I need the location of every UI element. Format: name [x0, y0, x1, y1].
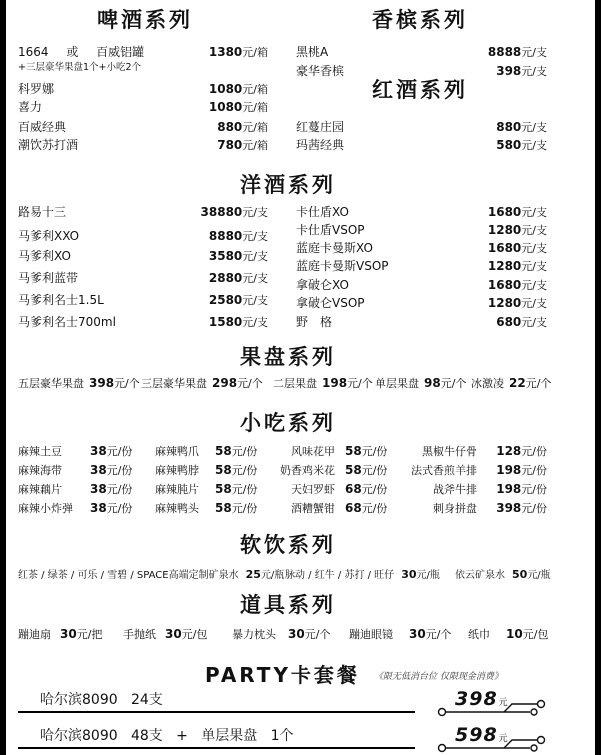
item-price	[401, 567, 440, 583]
snack-price	[487, 444, 547, 459]
price-amount: 8888	[487, 45, 522, 59]
price-unit: 元/份	[521, 445, 547, 458]
item-name: 五层豪华果盘	[18, 377, 84, 390]
soft-drinks-section-title: 软饮系列	[240, 533, 336, 557]
item-price	[488, 258, 547, 275]
price-amount: 880	[217, 120, 243, 134]
spirits-item	[296, 204, 547, 220]
item-name: 马爹利蓝带	[18, 271, 79, 285]
price-unit: 元/支	[242, 250, 268, 263]
item-name: 豪华香槟	[296, 64, 345, 78]
price-unit: 元/份	[361, 464, 388, 477]
prop-name: 蹦迪扇	[18, 628, 51, 641]
item-price	[201, 204, 268, 221]
item-name: 潮饮苏打酒	[18, 138, 79, 152]
price-unit: 元/个	[440, 377, 467, 390]
item-name: 马爹利名士1.5L	[18, 293, 104, 307]
item-name: 马爹利名士700ml	[18, 315, 116, 329]
item-price	[488, 240, 547, 257]
snack-name: 麻辣肫片	[155, 483, 199, 496]
snack-name: 法式香煎羊排	[411, 464, 477, 477]
price-unit: 元/份	[361, 445, 388, 458]
price-amount: 58	[215, 444, 232, 458]
price-unit: 元	[498, 698, 508, 708]
item-price	[209, 292, 268, 309]
price-unit: 元/瓶	[416, 570, 440, 581]
price-amount: 30	[60, 627, 77, 641]
snack-price	[345, 501, 387, 516]
price-amount: 880	[496, 120, 522, 134]
item-price	[496, 63, 547, 80]
price-unit: 元/包	[522, 628, 549, 641]
price-unit: 元/份	[361, 483, 388, 496]
price-unit: 元/个	[114, 377, 140, 390]
price-unit: 元/支	[242, 294, 268, 307]
snack-price	[215, 501, 257, 516]
price-amount: 38	[90, 482, 107, 496]
price-unit: 元/份	[106, 483, 133, 496]
beer-item	[18, 119, 268, 135]
price-unit: 元/个	[525, 377, 552, 390]
prop-price	[409, 627, 451, 642]
fruit-item	[141, 376, 263, 391]
circuit-line	[504, 704, 537, 712]
item-price	[89, 376, 140, 391]
champagne-item	[296, 44, 547, 60]
price-amount: 1280	[487, 296, 522, 310]
circuit-node	[439, 709, 446, 716]
price-amount: 1080	[208, 82, 243, 96]
price-unit: 元/个	[347, 377, 373, 390]
item-name: 拿破仑VSOP	[296, 296, 365, 310]
price-unit: 元/份	[231, 464, 258, 477]
snack-name: 麻辣鸭爪	[155, 445, 199, 458]
price-amount: 398	[89, 376, 115, 390]
party-package-description: 哈尔滨8090 48支 + 单层果盘 1个	[40, 728, 294, 744]
price-amount: 30	[288, 627, 305, 641]
item-price	[217, 119, 268, 136]
price-amount: 3580	[208, 249, 243, 263]
price-amount: 68	[345, 482, 362, 496]
item-price	[209, 81, 268, 98]
item-name: 百威经典	[18, 120, 67, 134]
price-unit: 元/箱	[242, 139, 268, 152]
spirits-item	[18, 204, 268, 220]
item-price	[496, 119, 547, 136]
price-unit: 元/份	[231, 502, 258, 515]
price-amount: 2880	[208, 271, 243, 285]
snack-name: 黑椒牛仔骨	[422, 445, 477, 458]
spirits-item	[296, 314, 547, 330]
price-amount: 58	[345, 463, 362, 477]
beer-item	[18, 81, 268, 97]
item-name: 玛茜经典	[296, 138, 345, 152]
props-section-title: 道具系列	[240, 593, 336, 617]
item-name: 卡仕盾VSOP	[296, 223, 365, 237]
circuit-node	[531, 745, 537, 751]
snack-price	[215, 463, 257, 478]
fruit-item	[273, 376, 373, 391]
price-amount: 25	[245, 568, 261, 581]
snack-price	[90, 501, 132, 516]
item-price	[488, 295, 547, 312]
spirits-item	[296, 258, 547, 274]
price-amount: 398	[496, 64, 522, 78]
snack-price	[345, 482, 387, 497]
item-price	[424, 376, 466, 391]
circuit-line	[504, 740, 537, 748]
item-name: 喜力	[18, 100, 43, 114]
item-price	[212, 376, 263, 391]
price-unit: 元/瓶	[260, 570, 285, 581]
fruit-item	[471, 376, 551, 391]
item-name: 三层豪华果盘	[141, 377, 207, 390]
price-unit: 元/个	[425, 628, 452, 641]
price-amount: 30	[165, 627, 182, 641]
fruit-section-title: 果盘系列	[240, 345, 336, 369]
item-price	[496, 137, 547, 154]
item-price	[209, 248, 268, 265]
price-unit: 元/支	[521, 260, 547, 273]
price-unit: 元/份	[521, 502, 547, 515]
snack-name: 风味花甲	[291, 445, 335, 458]
price-amount: 98	[424, 376, 441, 390]
prop-name: 暴力枕头	[232, 628, 276, 641]
snack-name: 酒糟蟹钳	[291, 502, 335, 515]
price-amount: 1580	[208, 315, 243, 329]
snack-price	[487, 482, 547, 497]
soft-drink-item	[285, 567, 440, 583]
fruit-item	[18, 376, 140, 391]
snack-name: 麻辣鸭头	[155, 502, 199, 515]
item-name: 二层果盘	[273, 377, 317, 390]
snack-name: 麻辣藕片	[18, 483, 62, 496]
price-amount: 1680	[487, 241, 522, 255]
item-name: 野 格	[296, 315, 333, 329]
spirits-item	[18, 292, 268, 308]
wine-section-title: 红酒系列	[372, 78, 468, 102]
price-amount: 58	[215, 501, 232, 515]
item-price	[246, 567, 285, 583]
snack-price	[487, 463, 547, 478]
item-name: 卡仕盾XO	[296, 205, 349, 219]
left-border	[0, 0, 6, 755]
soft-drink-item	[455, 567, 551, 583]
price-amount: 198	[322, 376, 348, 390]
spirits-item	[18, 314, 268, 330]
price-unit: 元/份	[231, 445, 258, 458]
item-price	[209, 314, 268, 331]
spirits-item	[296, 240, 547, 256]
price-amount: 1380	[208, 45, 243, 59]
price-unit: 元/份	[106, 502, 133, 515]
prop-name: 蹦迪眼镜	[349, 628, 393, 641]
price-unit: 元/份	[361, 502, 388, 515]
price-amount: 58	[345, 444, 362, 458]
item-price	[496, 314, 547, 331]
party-package-description: 哈尔滨8090 24支	[40, 692, 163, 708]
party-package-price	[455, 688, 508, 714]
price-unit: 元/包	[181, 628, 208, 641]
price-unit: 元/份	[106, 464, 133, 477]
fruit-item	[375, 376, 466, 391]
spirits-item	[296, 277, 547, 293]
item-price	[217, 137, 268, 154]
price-amount: 30	[401, 568, 417, 581]
item-name: 脉动 / 红牛 / 苏打 / 旺仔	[285, 570, 395, 581]
snack-name: 麻辣小炸弹	[18, 502, 73, 515]
price-amount: 30	[409, 627, 426, 641]
item-name: 1664 或 百威铝罐	[18, 45, 145, 59]
package-underline	[18, 747, 415, 749]
price-unit: 元/支	[521, 242, 547, 255]
prop-price	[506, 627, 548, 642]
item-price	[512, 567, 551, 583]
price-unit: 元/支	[521, 206, 547, 219]
price-unit: 元/支	[242, 230, 268, 243]
item-name: 蓝庭卡曼斯XO	[296, 241, 373, 255]
snacks-section-title: 小吃系列	[240, 411, 336, 435]
item-name: 拿破仑XO	[296, 278, 349, 292]
price-amount: 780	[217, 138, 243, 152]
price-amount: 38	[90, 501, 107, 515]
price-unit: 元/支	[242, 272, 268, 285]
snack-price	[90, 444, 132, 459]
snack-name: 天妇罗虾	[291, 483, 335, 496]
item-name: 马爹利XO	[18, 249, 71, 263]
price-unit: 元/支	[521, 224, 547, 237]
price-amount: 22	[509, 376, 526, 390]
price-amount: 58	[215, 482, 232, 496]
item-price	[488, 222, 547, 239]
price-unit: 元/把	[76, 628, 103, 641]
item-name: 蓝庭卡曼斯VSOP	[296, 259, 389, 273]
price-unit: 元/箱	[242, 101, 268, 114]
price-unit: 元/支	[521, 139, 547, 152]
price-amount: 50	[512, 568, 528, 581]
price-unit: 元/份	[231, 483, 258, 496]
price-amount: 598	[455, 724, 498, 746]
price-unit: 元/个	[304, 628, 331, 641]
price-amount: 68	[345, 501, 362, 515]
prop-price	[165, 627, 207, 642]
spirits-item	[18, 248, 268, 264]
price-amount: 298	[212, 376, 238, 390]
champagne-section-title: 香槟系列	[372, 8, 468, 32]
price-amount: 580	[496, 138, 522, 152]
prop-name: 纸巾	[468, 628, 490, 641]
price-amount: 680	[496, 315, 522, 329]
beer-item	[18, 137, 268, 153]
snack-name: 麻辣海带	[18, 464, 62, 477]
price-amount: 58	[215, 463, 232, 477]
price-unit: 元/支	[521, 279, 547, 292]
price-unit: 元/个	[237, 377, 263, 390]
price-amount: 38	[90, 444, 107, 458]
item-name: 红茶 / 绿茶 / 可乐 / 雪碧 / SPACE高端定制矿泉水	[18, 570, 239, 581]
snack-name: 麻辣鸭脖	[155, 464, 199, 477]
price-unit: 元/箱	[242, 121, 268, 134]
item-price	[488, 44, 547, 61]
circuit-node	[538, 737, 545, 744]
snack-price	[345, 444, 387, 459]
price-amount: 398	[496, 501, 522, 515]
spirits-item	[296, 295, 547, 311]
beer-section-title: 啤酒系列	[97, 8, 193, 32]
right-border	[595, 0, 601, 755]
price-unit: 元/箱	[242, 46, 268, 59]
prop-name: 手抛纸	[123, 628, 156, 641]
snack-price	[487, 501, 547, 516]
price-amount: 1280	[487, 223, 522, 237]
item-name: 科罗娜	[18, 82, 55, 96]
item-name: 单层果盘	[375, 377, 419, 390]
item-name: 依云矿泉水	[455, 570, 505, 581]
price-unit: 元/箱	[242, 83, 268, 96]
price-amount: 398	[455, 688, 498, 710]
price-unit: 元/瓶	[527, 570, 551, 581]
beer-bundle-note: +三层豪华果盘1个+小吃2个	[18, 62, 142, 73]
snack-price	[90, 463, 132, 478]
price-unit: 元/支	[521, 65, 547, 78]
snack-price	[90, 482, 132, 497]
item-price	[509, 376, 551, 391]
price-amount: 38880	[200, 205, 243, 219]
item-name: 冰激凌	[471, 377, 504, 390]
spirits-section-title: 洋酒系列	[240, 173, 336, 197]
snack-name: 刺身拼盘	[433, 502, 477, 515]
item-name: 路易十三	[18, 205, 67, 219]
spirits-item	[296, 222, 547, 238]
circuit-node	[538, 701, 545, 708]
wine-item	[296, 137, 547, 153]
price-amount: 10	[506, 627, 523, 641]
snack-name: 麻辣土豆	[18, 445, 62, 458]
spirits-item	[18, 228, 268, 244]
price-unit: 元/支	[521, 46, 547, 59]
price-amount: 2580	[208, 293, 243, 307]
price-amount: 38	[90, 463, 107, 477]
item-price	[488, 277, 547, 294]
price-amount: 1280	[487, 259, 522, 273]
party-restriction-note: 《限无低消台位 仅限现金消费》	[374, 672, 503, 682]
price-unit: 元/份	[521, 464, 547, 477]
prop-price	[288, 627, 330, 642]
beer-item	[18, 44, 268, 60]
party-section-title: PARTY卡套餐	[205, 663, 360, 687]
price-amount: 128	[496, 444, 522, 458]
item-price	[209, 228, 268, 245]
party-package-price	[455, 724, 508, 750]
item-name: 黑桃A	[296, 45, 329, 59]
price-unit: 元/支	[521, 121, 547, 134]
item-price	[488, 204, 547, 221]
price-unit: 元/支	[242, 316, 268, 329]
snack-name: 奶香鸡米花	[280, 464, 335, 477]
beer-item	[18, 99, 268, 115]
wine-item	[296, 119, 547, 135]
price-amount: 198	[496, 482, 522, 496]
item-price	[209, 44, 268, 61]
snack-price	[345, 463, 387, 478]
price-amount: 1680	[487, 205, 522, 219]
price-unit: 元/支	[242, 206, 268, 219]
snack-price	[215, 482, 257, 497]
price-unit: 元/支	[521, 316, 547, 329]
item-price	[322, 376, 373, 391]
circuit-node	[531, 709, 537, 715]
champagne-item	[296, 63, 547, 79]
snack-name: 战斧牛排	[433, 483, 477, 496]
snack-price	[215, 444, 257, 459]
prop-price	[60, 627, 102, 642]
price-unit: 元/份	[106, 445, 133, 458]
price-amount: 8880	[208, 229, 243, 243]
item-price	[209, 270, 268, 287]
price-unit: 元/份	[521, 483, 547, 496]
price-amount: 198	[496, 463, 522, 477]
item-name: 红蔓庄园	[296, 120, 345, 134]
price-unit: 元/支	[521, 297, 547, 310]
circuit-node	[439, 745, 446, 752]
spirits-item	[18, 270, 268, 286]
soft-drink-item	[18, 567, 284, 583]
item-name: 马爹利XXO	[18, 229, 80, 243]
price-amount: 1080	[208, 100, 243, 114]
item-price	[209, 99, 268, 116]
package-underline	[18, 711, 415, 713]
price-amount: 1680	[487, 278, 522, 292]
price-unit: 元	[498, 734, 508, 744]
